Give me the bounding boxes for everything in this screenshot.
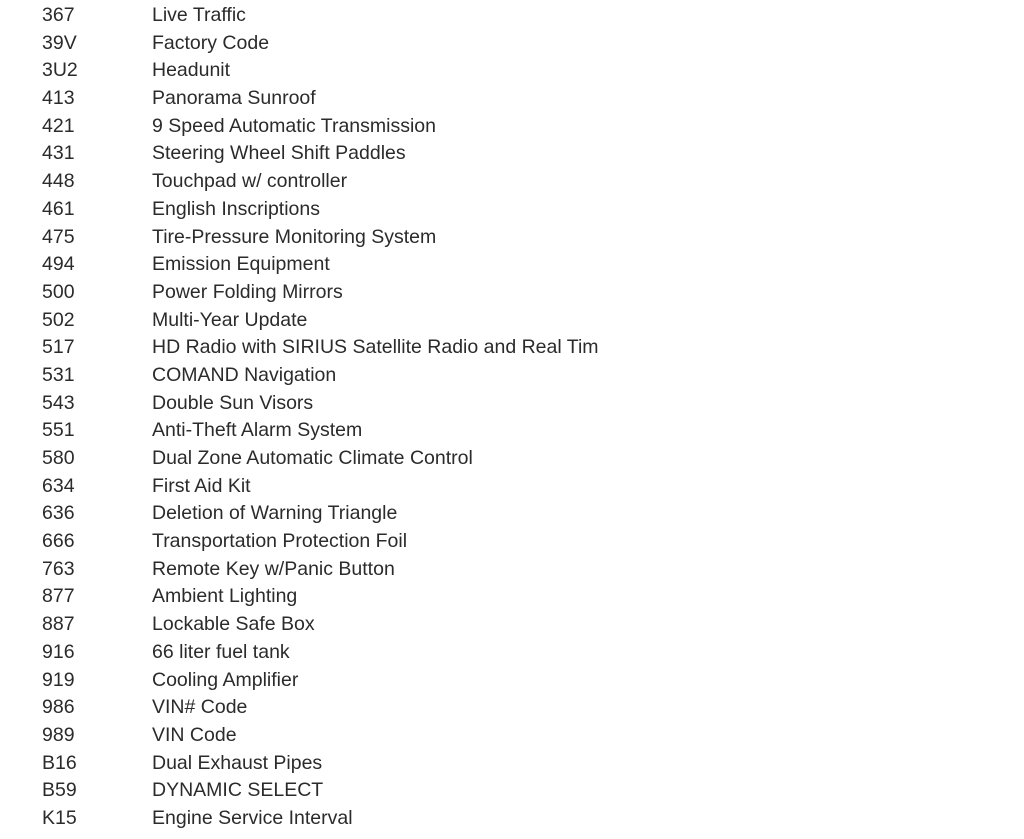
- option-code: 39V: [42, 31, 77, 54]
- list-item: [0, 224, 1024, 252]
- list-item: [0, 334, 1024, 362]
- list-item: [0, 30, 1024, 58]
- option-description: Panorama Sunroof: [152, 87, 316, 110]
- option-description: Factory Code: [152, 31, 270, 54]
- list-item: [0, 611, 1024, 639]
- list-item: [0, 362, 1024, 390]
- list-item: [0, 805, 1024, 833]
- list-item: [0, 196, 1024, 224]
- list-item: [0, 445, 1024, 473]
- list-item: [0, 417, 1024, 445]
- option-code: 461: [42, 197, 75, 220]
- list-item: [0, 639, 1024, 667]
- list-item: [0, 777, 1024, 805]
- option-code: 3U2: [42, 59, 78, 82]
- option-code: 531: [42, 363, 75, 386]
- list-item: [0, 140, 1024, 168]
- option-code: 494: [42, 253, 75, 276]
- option-description: VIN# Code: [152, 696, 248, 719]
- option-description: Double Sun Visors: [152, 391, 314, 414]
- option-code-list: [0, 2, 1024, 833]
- option-code: 916: [42, 640, 75, 663]
- list-item: [0, 667, 1024, 695]
- option-description: Tire-Pressure Monitoring System: [152, 225, 437, 248]
- option-code: 448: [42, 170, 75, 193]
- option-code: 887: [42, 613, 75, 636]
- option-code: 877: [42, 585, 75, 608]
- option-description: Engine Service Interval: [152, 806, 353, 829]
- option-description: DYNAMIC SELECT: [152, 779, 324, 802]
- list-item: [0, 279, 1024, 307]
- option-code: 919: [42, 668, 75, 691]
- option-description: VIN Code: [152, 723, 237, 746]
- option-code: 543: [42, 391, 75, 414]
- list-item: [0, 694, 1024, 722]
- list-item: [0, 556, 1024, 584]
- option-code: 634: [42, 474, 75, 497]
- option-description: First Aid Kit: [152, 474, 251, 497]
- option-description: English Inscriptions: [152, 197, 320, 220]
- option-code: 475: [42, 225, 75, 248]
- list-item: [0, 390, 1024, 418]
- list-item: [0, 473, 1024, 501]
- list-item: [0, 583, 1024, 611]
- option-description: Deletion of Warning Triangle: [152, 502, 398, 525]
- list-item: [0, 528, 1024, 556]
- list-item: [0, 85, 1024, 113]
- list-item: [0, 750, 1024, 778]
- option-code: 763: [42, 557, 75, 580]
- option-code: 367: [42, 4, 75, 26]
- option-description: 66 liter fuel tank: [152, 640, 290, 663]
- option-code: 551: [42, 419, 75, 442]
- option-description: Remote Key w/Panic Button: [152, 557, 395, 580]
- option-code: 636: [42, 502, 75, 525]
- list-item: [0, 722, 1024, 750]
- option-description: Touchpad w/ controller: [152, 170, 348, 193]
- option-description: Power Folding Mirrors: [152, 280, 343, 303]
- list-item: [0, 57, 1024, 85]
- option-description: Anti-Theft Alarm System: [152, 419, 363, 442]
- option-code: 421: [42, 114, 75, 137]
- option-description: Headunit: [152, 59, 231, 82]
- list-item: [0, 307, 1024, 335]
- option-description: Live Traffic: [152, 4, 246, 26]
- option-description: Steering Wheel Shift Paddles: [152, 142, 406, 165]
- list-item: [0, 251, 1024, 279]
- option-code: 500: [42, 280, 75, 303]
- option-description: Cooling Amplifier: [152, 668, 299, 691]
- option-description: Emission Equipment: [152, 253, 330, 276]
- option-description: Ambient Lighting: [152, 585, 298, 608]
- option-description: COMAND Navigation: [152, 363, 337, 386]
- option-code: B16: [42, 751, 77, 774]
- option-description: Dual Exhaust Pipes: [152, 751, 323, 774]
- list-item: [0, 113, 1024, 141]
- option-code: B59: [42, 779, 77, 802]
- option-description: HD Radio with SIRIUS Satellite Radio and Real Tim: [152, 336, 599, 359]
- option-description: Multi-Year Update: [152, 308, 308, 331]
- option-code: 986: [42, 696, 75, 719]
- option-code: 502: [42, 308, 75, 331]
- option-code: 413: [42, 87, 75, 110]
- option-description: Lockable Safe Box: [152, 613, 315, 636]
- option-description: Transportation Protection Foil: [152, 530, 408, 553]
- option-description: 9 Speed Automatic Transmission: [152, 114, 436, 137]
- option-code: 431: [42, 142, 75, 165]
- list-item: [0, 2, 1024, 30]
- list-item: [0, 168, 1024, 196]
- option-description: Dual Zone Automatic Climate Control: [152, 447, 473, 469]
- option-code: 666: [42, 530, 75, 553]
- list-item: [0, 500, 1024, 528]
- option-code: K15: [42, 806, 77, 829]
- option-code: 517: [42, 336, 75, 359]
- option-code: 989: [42, 723, 75, 746]
- option-code: 580: [42, 447, 75, 469]
